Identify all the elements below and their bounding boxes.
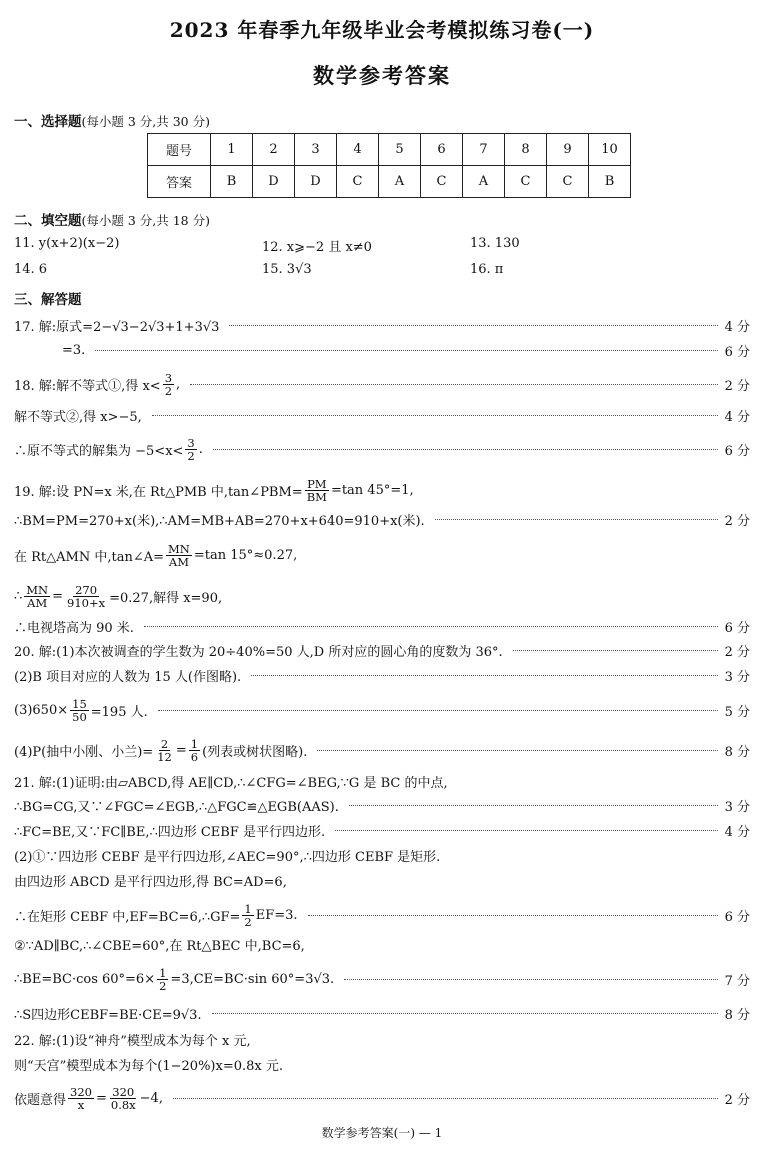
solution-line bbox=[14, 666, 750, 685]
question-number-cell: 2 bbox=[253, 134, 295, 166]
fraction-numerator: 2 bbox=[160, 737, 169, 751]
question-number-cell: 3 bbox=[295, 134, 337, 166]
question-number-cell: 6 bbox=[421, 134, 463, 166]
solution-text: ∴FC=BE,又∵FC∥BE,∴四边形 CEBF 是平行四边形. bbox=[14, 825, 326, 840]
leader-dots bbox=[308, 915, 718, 916]
solution-line bbox=[14, 641, 750, 660]
fraction-numerator: 1 bbox=[190, 737, 199, 751]
fraction bbox=[68, 1086, 94, 1111]
leader-dots bbox=[95, 350, 718, 351]
solution-line bbox=[14, 543, 750, 568]
leader-dots bbox=[349, 805, 718, 806]
solution-line bbox=[14, 617, 750, 636]
question-number-cell: 4 bbox=[337, 134, 379, 166]
solution-text: (2)B 项目对应的人数为 15 人(作图略). bbox=[14, 670, 242, 685]
score-label: 3 分 bbox=[724, 670, 750, 685]
solution-line bbox=[62, 341, 750, 360]
solution-line bbox=[14, 372, 750, 397]
solution-line bbox=[14, 406, 750, 425]
score-label: 3 分 bbox=[724, 800, 750, 815]
fraction bbox=[185, 437, 196, 462]
leader-dots bbox=[158, 710, 718, 711]
solution-text: 解不等式②,得 x>−5, bbox=[14, 410, 142, 425]
solution-text: = bbox=[95, 1091, 107, 1107]
leader-dots bbox=[335, 830, 718, 831]
fraction bbox=[189, 738, 200, 763]
leader-dots bbox=[152, 415, 718, 416]
solution-text: (3)650× bbox=[14, 703, 69, 719]
leader-dots bbox=[173, 1098, 718, 1099]
solution-text: ②∵AD∥BC,∴∠CBE=60°,在 Rt△BEC 中,BC=6, bbox=[14, 939, 305, 954]
leader-dots bbox=[317, 750, 718, 751]
fill-answer-15: 15. 3√3 bbox=[262, 262, 312, 277]
solution-line bbox=[14, 821, 750, 840]
answer-cell: D bbox=[253, 166, 295, 198]
fraction-numerator: MN bbox=[168, 542, 190, 556]
answer-cell: C bbox=[505, 166, 547, 198]
answer-cell: B bbox=[211, 166, 253, 198]
fraction-denominator: x bbox=[77, 1098, 85, 1113]
solution-text: =3,CE=BC·sin 60°=3√3. bbox=[170, 972, 335, 988]
fraction bbox=[65, 584, 107, 609]
solution-line bbox=[14, 510, 750, 529]
solution-text: = bbox=[52, 589, 64, 605]
solution-text: 18. 解:解不等式①,得 x< bbox=[14, 379, 161, 395]
fraction-numerator: 270 bbox=[75, 583, 98, 597]
solution-text: 由四边形 ABCD 是平行四边形,得 BC=AD=6, bbox=[14, 875, 287, 890]
fraction-denominator: BM bbox=[306, 490, 327, 505]
solution-text: (2)①∵四边形 CEBF 是平行四边形,∠AEC=90°,∴四边形 CEBF 是矩形. bbox=[14, 850, 441, 865]
fill-answer-13: 13. 130 bbox=[470, 236, 520, 251]
fraction-numerator: MN bbox=[26, 583, 49, 597]
fraction-numerator: 3 bbox=[164, 371, 173, 385]
solution-text: ∴BE=BC·cos 60°=6× bbox=[14, 972, 156, 988]
fraction bbox=[166, 543, 192, 568]
solution-line bbox=[14, 316, 750, 335]
leader-dots bbox=[513, 650, 718, 651]
score-label: 2 分 bbox=[724, 645, 750, 660]
solution-text: (4)P(抽中小刚、小兰)= bbox=[14, 745, 154, 761]
solution-line bbox=[14, 967, 750, 992]
leader-dots bbox=[144, 626, 718, 627]
solution-line bbox=[14, 584, 750, 609]
fill-answer-14: 14. 6 bbox=[14, 262, 48, 277]
fraction-numerator: 1 bbox=[244, 902, 252, 916]
fraction-denominator: 6 bbox=[190, 750, 199, 765]
table-row-answers bbox=[148, 166, 631, 198]
leader-dots bbox=[435, 519, 718, 520]
solution-text: , bbox=[176, 377, 181, 393]
score-label: 2 分 bbox=[724, 1093, 750, 1109]
solution-text: 20. 解:(1)本次被调查的学生数为 20÷40%=50 人,D 所对应的圆心角的度数为 36°. bbox=[14, 645, 503, 660]
solution-line bbox=[14, 478, 750, 503]
fraction bbox=[109, 1086, 138, 1111]
score-label: 8 分 bbox=[724, 1008, 750, 1023]
solution-text: 依题意得 bbox=[14, 1093, 67, 1109]
leader-dots bbox=[344, 979, 718, 980]
fraction-numerator: PM bbox=[307, 477, 327, 491]
fraction-numerator: 3 bbox=[187, 436, 195, 450]
leader-dots bbox=[213, 449, 718, 450]
score-label: 4 分 bbox=[724, 825, 750, 840]
solution-text: ∴原不等式的解集为 −5<x< bbox=[14, 444, 184, 460]
solution-text: 在 Rt△AMN 中,tan∠A= bbox=[14, 550, 165, 566]
score-label: 4 分 bbox=[724, 410, 750, 425]
answer-cell: C bbox=[337, 166, 379, 198]
solution-text: ∴电视塔高为 90 米. bbox=[14, 621, 134, 636]
section-solve-heading: 三、解答题 bbox=[14, 292, 82, 308]
fraction-denominator: 50 bbox=[72, 710, 87, 725]
question-number-cell: 10 bbox=[589, 134, 631, 166]
answer-subtitle: 数学参考答案 bbox=[313, 63, 451, 88]
answer-cell: B bbox=[589, 166, 631, 198]
fraction-numerator: 15 bbox=[72, 697, 87, 711]
solution-text: 19. 解:设 PN=x 米,在 Rt△PMB 中,tan∠PBM= bbox=[14, 485, 303, 501]
solution-text: =tan 15°≈0.27, bbox=[193, 548, 298, 564]
score-label: 7 分 bbox=[724, 974, 750, 990]
fraction bbox=[24, 584, 50, 609]
fraction-denominator: 2 bbox=[164, 384, 173, 399]
score-label: 6 分 bbox=[724, 444, 750, 460]
exam-title: 2023 年春季九年级毕业会考模拟练习卷(一) bbox=[169, 18, 595, 42]
solution-line bbox=[14, 698, 750, 723]
fraction-numerator: 1 bbox=[159, 966, 167, 980]
fill-answer-16: 16. π bbox=[470, 262, 504, 277]
score-label: 2 分 bbox=[724, 514, 750, 529]
solution-text: 21. 解:(1)证明:由▱ABCD,得 AE∥CD,∴∠CFG=∠BEG,∵G 是 BC 的中点, bbox=[14, 776, 448, 791]
solution-text: =195 人. bbox=[90, 705, 148, 721]
solution-text: 17. 解:原式=2−√3−2√3+1+3√3 bbox=[14, 320, 220, 335]
score-label: 6 分 bbox=[724, 910, 750, 926]
answer-cell: A bbox=[379, 166, 421, 198]
solution-text: . bbox=[198, 442, 203, 458]
solution-text: 则“天宫”模型成本为每个(1−20%)x=0.8x 元. bbox=[14, 1059, 283, 1074]
solution-text: ∴S四边形CEBF=BE·CE=9√3. bbox=[14, 1008, 202, 1023]
section-choice-heading: 一、选择题(每小题 3 分,共 30 分) bbox=[14, 114, 210, 130]
solution-text: =0.27,解得 x=90, bbox=[109, 591, 223, 607]
fraction-denominator: 12 bbox=[157, 750, 172, 765]
fraction-numerator: 320 bbox=[112, 1085, 135, 1099]
question-number-cell: 9 bbox=[547, 134, 589, 166]
solution-line bbox=[14, 796, 750, 815]
solution-text: ∴BG=CG,又∵∠FGC=∠EGB,∴△FGC≌△EGB(AAS). bbox=[14, 800, 339, 815]
question-number-cell: 7 bbox=[463, 134, 505, 166]
fraction bbox=[305, 478, 329, 503]
fraction bbox=[163, 372, 174, 397]
table-header-cell: 答案 bbox=[148, 166, 211, 198]
score-label: 5 分 bbox=[724, 705, 750, 721]
fill-answer-12: 12. x⩾−2 且 x≠0 bbox=[262, 240, 372, 255]
fraction-denominator: 2 bbox=[187, 449, 195, 464]
fraction-denominator: AM bbox=[27, 596, 48, 611]
answer-cell: A bbox=[463, 166, 505, 198]
answer-table bbox=[147, 133, 631, 198]
question-number-cell: 1 bbox=[211, 134, 253, 166]
solution-text: (列表或树状图略). bbox=[202, 745, 308, 761]
leader-dots bbox=[229, 325, 718, 326]
answer-cell: C bbox=[547, 166, 589, 198]
fraction-denominator: AM bbox=[168, 555, 189, 570]
score-label: 4 分 bbox=[724, 320, 750, 335]
fraction-denominator: 910+x bbox=[67, 596, 106, 611]
solution-line bbox=[14, 935, 750, 954]
score-label: 8 分 bbox=[724, 745, 750, 761]
solution-line bbox=[14, 738, 750, 763]
solution-line bbox=[14, 903, 750, 928]
solution-line bbox=[14, 1004, 750, 1023]
solution-line bbox=[14, 846, 750, 865]
solution-text: ∴BM=PM=270+x(米),∴AM=MB+AB=270+x+640=910+x(米). bbox=[14, 514, 425, 529]
solution-line bbox=[14, 1030, 750, 1049]
leader-dots bbox=[251, 675, 718, 676]
solution-line bbox=[14, 871, 750, 890]
solution-text: ∴ bbox=[14, 589, 23, 605]
fraction bbox=[242, 903, 253, 928]
solution-text: ∴在矩形 CEBF 中,EF=BC=6,∴GF= bbox=[14, 910, 241, 926]
fraction bbox=[157, 967, 168, 992]
leader-dots bbox=[190, 384, 718, 385]
leader-dots bbox=[212, 1013, 718, 1014]
solution-line bbox=[14, 1055, 750, 1074]
fraction bbox=[155, 738, 174, 763]
solution-text: = bbox=[175, 743, 187, 759]
solution-text: 22. 解:(1)设“神舟”模型成本为每个 x 元, bbox=[14, 1034, 251, 1049]
solution-text: =tan 45°=1, bbox=[330, 483, 414, 499]
solution-line bbox=[14, 772, 750, 791]
solution-line bbox=[14, 1086, 750, 1111]
solution-text: =3. bbox=[62, 343, 86, 358]
fraction-denominator: 2 bbox=[244, 915, 252, 930]
solution-text: EF=3. bbox=[255, 908, 298, 924]
score-label: 6 分 bbox=[724, 621, 750, 636]
answer-cell: C bbox=[421, 166, 463, 198]
score-label: 2 分 bbox=[724, 379, 750, 395]
fraction-denominator: 2 bbox=[159, 979, 167, 994]
fraction-denominator: 0.8x bbox=[110, 1098, 136, 1113]
question-number-cell: 8 bbox=[505, 134, 547, 166]
solution-text: −4, bbox=[139, 1091, 163, 1107]
section-fill-heading: 二、填空题(每小题 3 分,共 18 分) bbox=[14, 213, 210, 229]
fill-answer-11: 11. y(x+2)(x−2) bbox=[14, 236, 120, 251]
answer-cell: D bbox=[295, 166, 337, 198]
question-number-cell: 5 bbox=[379, 134, 421, 166]
fraction-numerator: 320 bbox=[70, 1085, 92, 1099]
table-row-numbers bbox=[148, 134, 631, 166]
fraction bbox=[70, 698, 89, 723]
page-footer: 数学参考答案(一) — 1 bbox=[321, 1126, 443, 1140]
solution-line bbox=[14, 437, 750, 462]
score-label: 6 分 bbox=[724, 345, 750, 360]
table-header-cell: 题号 bbox=[148, 134, 211, 166]
